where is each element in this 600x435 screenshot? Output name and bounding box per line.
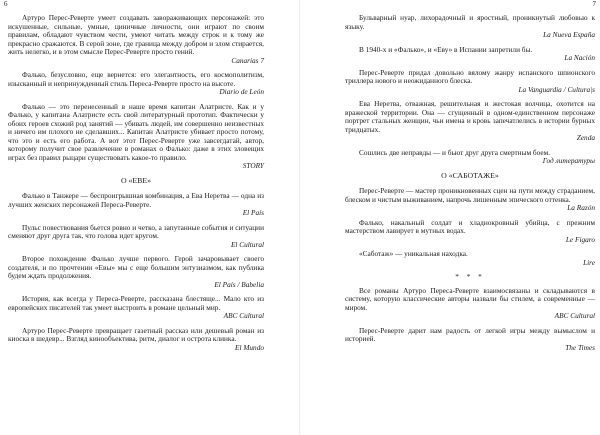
review-source: El Cultural [230, 239, 264, 249]
review-source: Lire [583, 257, 595, 267]
review-quote: Артуро Перес-Реверте умеет создавать завораживающих персонажей: это искушенные, сильные, умные, циничные личности, они играют по своим правилам, обладают чувством чести, умеют читать между строк и к тому же прекрасно сражаются. В серой зоне, где граница между добром и злом стирается, жить нелегко, и в этом смысле Перес-Реверте просто гений. [8, 13, 264, 56]
review-source: Le Figaro [565, 234, 595, 244]
review-source: El País / Babelia [214, 279, 264, 289]
review-quote: «Саботаж» — уникальная находка. [359, 249, 468, 258]
review-source: Canarias 7 [231, 55, 264, 65]
review-quote: Ева Неретва, отважная, решительная и жестокая волчица, охотится на вражеской территории. Она — сгущенный в одном-единственном персонаже портрет стальных женщин, чьи имена и кровь запечатлелись в истории бурных тридцатых. [345, 99, 595, 134]
review-quote: Перес-Реверте придал довольно вялому жанру испанского шпионского триллера нового и неожиданного блеска. [345, 67, 595, 85]
review-quote: Пульс повествования бьется ровно и четко, а запутанные события и ситуации сменяют друг друга так, что голова идет кругом. [8, 222, 264, 240]
review-source: STORY [242, 161, 264, 170]
review-source: ABC Cultural [223, 311, 264, 320]
section-heading: О «ЕВЕ» [120, 175, 152, 185]
review-source: The Times [565, 342, 595, 352]
review-source: Diario de León [219, 87, 264, 96]
left-column [8, 14, 264, 358]
review-quote: Фалько — это перенесенный в наше время капитан Алатристе. Как и у Фалько, у капитана Алатристе есть свой литературный прототип. Фактически у обоих героев схожий род занятий — убивать людей, им совершенно неизвестных и ничего им плохого не сделавших... Капитан Алатристе убивает просто потому, что это и есть его работа. А вот этот Перес-Реверте уже завсегдатай, автор, которому получит свое развлечение в романах о Фалько: даже в этих зловещих играх без правил рыцари существовать какое-то правило. [8, 101, 264, 162]
review-source: La Razón [567, 203, 595, 212]
review-quote: Перес-Реверте дарит нам радость от легкой игры между вымыслом и историей. [345, 325, 595, 343]
right-page [300, 0, 600, 435]
review-quote: Сошлись две неправды — и бьют друг друга смертным боем. [359, 147, 551, 157]
review-quote: В 1940-х и «Фалько», и «Еву» в Испании запретили бы. [359, 44, 533, 54]
review-quote: Фалько, безусловно, еще вернется: его элегантность, его космополитизм, изысканный и непринужденный стиль Переса-Реверте просто на высоте. [8, 70, 264, 88]
review-source: La Nación [564, 53, 595, 62]
section-heading: О «САБОТАЖЕ» [441, 170, 499, 180]
review-source: La Nueva España [543, 30, 595, 39]
review-source: El País [242, 208, 264, 217]
review-source: La Vanguardia / Cultura|s [518, 84, 595, 94]
review-source: Год литературы [542, 156, 595, 165]
review-quote: Артуро Перес-Реверте превращает газетный рассказ или дешевый роман из киоска в шедевр... Взгляд кинообъектива, ритм, диалог и острота клинка. [8, 325, 264, 343]
review-source: El Mundo [235, 342, 264, 352]
review-quote: Второе похождение Фалько лучше первого. Герой зачаровывает своего создателя, и по прочтении «Евы» мы с еще большим энтузиазмом, как публика будем ждать продолжения. [8, 254, 264, 280]
review-quote: Все романы Артуро Переса-Реверте взаимосвязаны и складываются в систему, которую классические авторы назвали бы стилем, а современные — миром. [345, 285, 595, 312]
review-quote: Бульварный нуар, лихорадочный и яростный, проникнутый любовью к языку. [345, 13, 595, 31]
review-quote: Фалько в Танжере — беспроигрышная комбинация, а Ева Неретва — одна из лучших женских персонажей Переса-Реверте. [8, 191, 264, 209]
review-quote: История, как всегда у Переса-Реверте, рассказана блестяще... Мало кто из европейских писателей так умеет выстроить в романе цельный мир. [8, 294, 264, 312]
review-quote: Перес-Реверте — мастер проникновенных сцен на пути между страданием, блеском и чистым выживанием, напрочь лишенным эпического оттенка. [345, 186, 595, 204]
page-number: 7 [592, 0, 596, 8]
review-source: ABC Cultural [554, 311, 595, 320]
section-separator: * * * [455, 272, 485, 281]
review-source: Zenda [576, 133, 595, 142]
right-column [345, 14, 595, 358]
page-number: 6 [4, 0, 8, 8]
review-quote: Фалько, накальный солдат и хладнокровный убийца, с прежним мастерством лавирует в мутных водах. [345, 217, 595, 235]
